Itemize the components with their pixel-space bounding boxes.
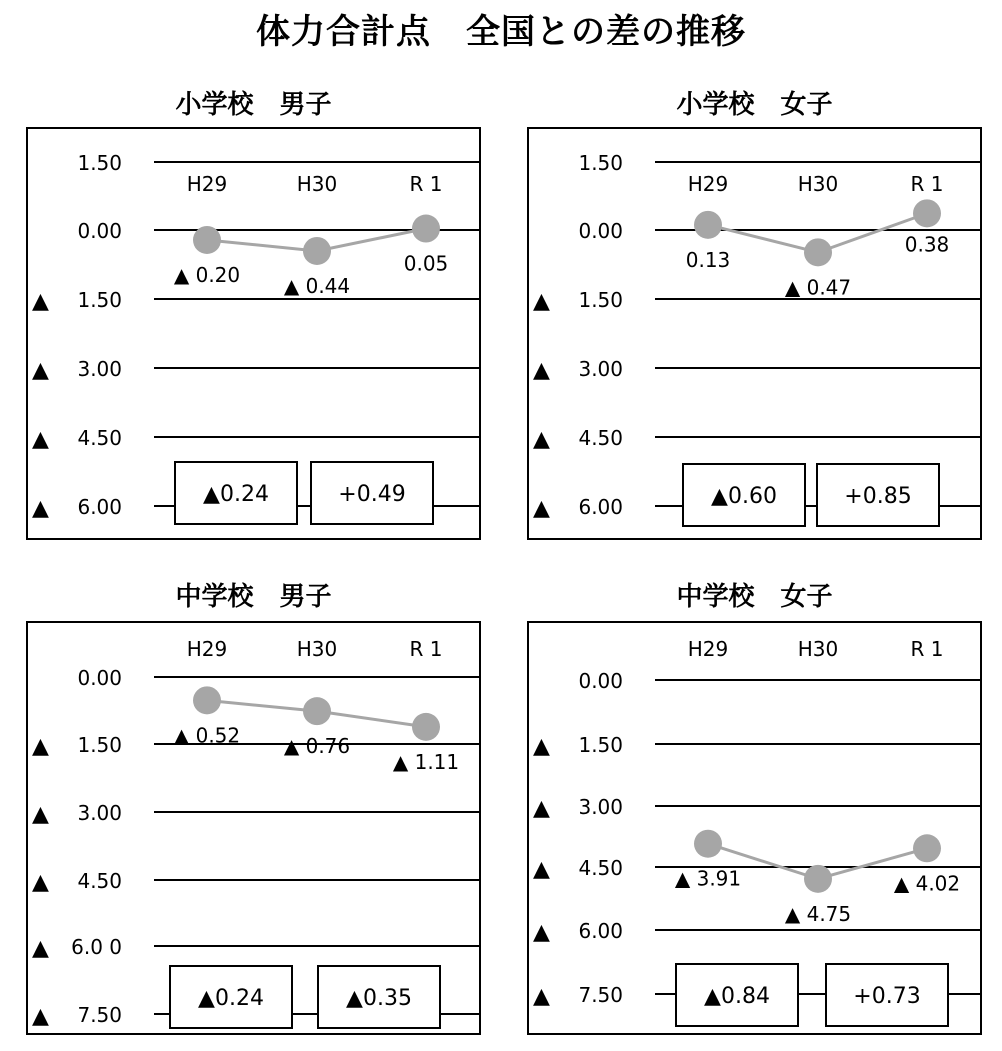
data-point [804,238,832,266]
y-tick-label: 7.50 [77,1003,122,1027]
y-tick-label: 3.00 [578,795,623,819]
data-point [303,697,331,725]
data-label: ▲ 0.20 [173,262,241,287]
comparison-box-label: ▲0.24 [198,986,264,1011]
y-tick-marker: ▲ [32,1004,49,1029]
y-tick-marker: ▲ [533,857,550,882]
y-tick-label: 1.50 [578,733,623,757]
y-tick-label: 7.50 [578,983,623,1007]
y-tick-marker: ▲ [533,427,550,452]
panel-title-elementary-girls: 小学校 女子 [676,90,833,120]
y-tick-marker: ▲ [32,936,49,961]
x-category-label: H30 [296,637,338,661]
y-tick-marker: ▲ [533,734,550,759]
y-tick-marker: ▲ [533,920,550,945]
data-label: ▲ 0.47 [784,275,852,300]
data-label: 0.13 [685,247,731,272]
y-tick-label: 0.00 [77,219,122,243]
data-point [694,830,722,858]
y-tick-marker: ▲ [32,870,49,895]
y-tick-label: 3.00 [77,357,122,381]
comparison-box-label: ▲0.24 [203,482,269,507]
y-tick-label: 4.50 [578,426,623,450]
data-label: ▲ 0.44 [283,273,351,298]
x-category-label: H29 [186,637,228,661]
comparison-box-label: ▲0.84 [704,984,770,1009]
chart-title: 体力合計点 全国との差の推移 [256,12,746,52]
y-tick-marker: ▲ [533,796,550,821]
data-label: ▲ 1.11 [392,749,460,774]
x-category-label: R 1 [910,637,944,661]
data-label: ▲ 0.52 [173,723,241,748]
y-tick-label: 6.00 [77,495,122,519]
data-point [913,834,941,862]
y-tick-marker: ▲ [32,358,49,383]
data-point [804,865,832,893]
y-tick-marker: ▲ [533,289,550,314]
panel-title-junior-high-boys: 中学校 男子 [175,582,332,612]
x-category-label: R 1 [409,637,443,661]
data-label: 0.38 [904,232,950,257]
x-category-label: H29 [687,172,729,196]
x-category-label: H30 [797,172,839,196]
y-tick-label: 4.50 [578,856,623,880]
data-label: ▲ 0.76 [283,734,351,759]
y-tick-label: 4.50 [77,426,122,450]
y-tick-label: 3.00 [578,357,623,381]
y-tick-marker: ▲ [32,734,49,759]
data-point [412,215,440,243]
data-label: ▲ 3.91 [674,866,742,891]
x-category-label: H29 [186,172,228,196]
data-point [193,686,221,714]
y-tick-label: 1.50 [578,151,623,175]
y-tick-label: 6.0 0 [71,935,122,959]
x-category-label: R 1 [910,172,944,196]
y-tick-label: 0.00 [578,669,623,693]
x-category-label: H29 [687,637,729,661]
x-category-label: H30 [797,637,839,661]
y-tick-label: 3.00 [77,801,122,825]
y-tick-label: 1.50 [77,151,122,175]
y-tick-marker: ▲ [32,427,49,452]
comparison-box-label: +0.73 [853,984,921,1009]
y-tick-marker: ▲ [32,289,49,314]
x-category-label: R 1 [409,172,443,196]
comparison-box-label: +0.85 [844,484,912,509]
data-point [303,237,331,265]
y-tick-marker: ▲ [32,496,49,521]
panel-title-junior-high-girls: 中学校 女子 [676,582,833,612]
data-point [694,211,722,239]
comparison-box-label: ▲0.60 [711,484,777,509]
comparison-box-label: ▲0.35 [346,986,412,1011]
y-tick-marker: ▲ [32,802,49,827]
y-tick-label: 1.50 [77,288,122,312]
data-label: ▲ 4.75 [784,901,852,926]
y-tick-label: 6.00 [578,495,623,519]
panel-title-elementary-boys: 小学校 男子 [175,90,332,120]
y-tick-marker: ▲ [533,984,550,1009]
data-label: ▲ 4.02 [893,871,961,896]
y-tick-marker: ▲ [533,496,550,521]
y-tick-label: 0.00 [578,219,623,243]
data-label: 0.05 [403,251,449,276]
y-tick-label: 6.00 [578,919,623,943]
comparison-box-label: +0.49 [338,482,406,507]
y-tick-label: 1.50 [578,288,623,312]
y-tick-marker: ▲ [533,358,550,383]
y-tick-label: 4.50 [77,869,122,893]
y-tick-label: 0.00 [77,666,122,690]
data-point [913,199,941,227]
data-point [412,713,440,741]
data-point [193,226,221,254]
x-category-label: H30 [296,172,338,196]
y-tick-label: 1.50 [77,733,122,757]
